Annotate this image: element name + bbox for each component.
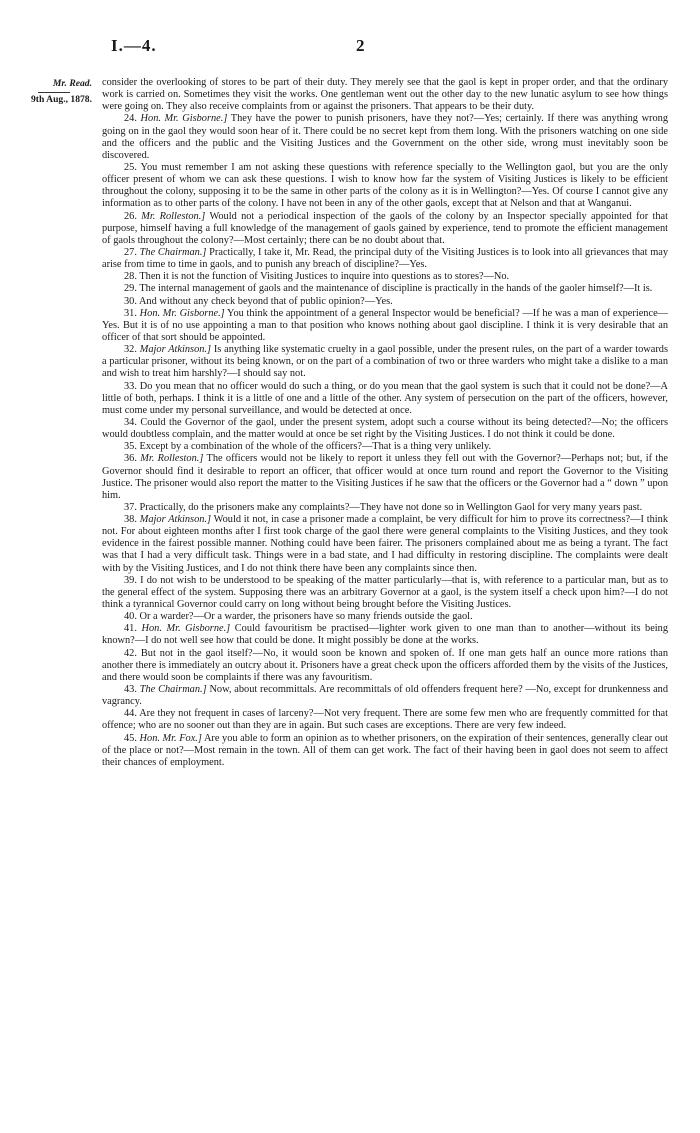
question-number: 34.: [124, 416, 137, 428]
question-number: 43.: [124, 684, 137, 696]
paragraph-text: Practically, I take it, Mr. Read, the principal duty of the Visiting Justices is to look into all grievances that may arise from time to time in gaols, and to punish any breach of discipline?—Yes.: [102, 246, 669, 271]
question-number: 26.: [124, 210, 137, 222]
question-number: 25.: [124, 161, 137, 173]
paragraph-text: The internal management of gaols and the maintenance of discipline is practically in the hands of the gaoler himself?—It is.: [139, 283, 653, 295]
paragraph-text: But not in the gaol itself?—No, it would soon be known and spoken of. If one man gets half an ounce more rations than another there is immediately an outcry about it. Prisoners have a great check upon the officers afforded them by the visits of the Justices, and there would soon be complaints if there was any favouritism.: [102, 647, 668, 683]
testimony-paragraph: [102, 381, 668, 417]
question-number: 27.: [124, 246, 137, 258]
question-number: 32.: [124, 344, 137, 356]
testimony-paragraph: [102, 441, 668, 453]
question-number: 31.: [124, 307, 137, 319]
question-number: 35.: [124, 441, 137, 453]
paragraph-text: Are you able to form an opinion as to whether prisoners, on the expiration of their sentences, generally clear out of the place or not?—Most remain in the town. All of them can get work. The fact of their having been in gaol does not seem to affect their chances of employment.: [102, 732, 669, 768]
paragraph-text: I do not wish to be understood to be speaking of the matter particularly—that is, with reference to a particular man, but as to the general effect of the system. Supposing there was an arbitrary Governor at a gaol, is the system itself a check upon him?—I do not think a tyrannical Governor could carry on long without being brought before the Visiting Justices.: [102, 574, 668, 611]
testimony-paragraph: [102, 623, 668, 647]
testimony-paragraph: [102, 296, 668, 308]
paragraph-text: Would it not, in case a prisoner made a complaint, be very difficult for him to prove its correctness?—I think not. For about eighteen months after I first took charge of the gaol there were general complaints to the Visiting Justices, and they took evidence in the fairest possible manner. Nothing could have been fairer. The prisoners complained about me as being a tyrant. The fact was that I had a very difficult task. Things were in a bad state, and I had difficulty in restoring discipline. The complaints were dealt with by the Visiting Justices, and I do not think there have been any complaints since then.: [102, 514, 669, 574]
paragraph-text: consider the overlooking of stores to be part of their duty. They merely see that the gaol is kept in proper order, and that the ordinary work is carried on. Sometimes they visit the works. One gentleman went out the other day to the new lunatic asylum to see how things were going on. They also receive complaints from or against the prisoners. That appears to be their duty.: [102, 77, 668, 113]
speaker-name: Hon. Mr. Gisborne.]: [141, 623, 231, 635]
page-header: [0, 36, 700, 56]
paragraph-text: Then it is not the function of Visiting Justices to inquire into questions as to stores?—No.: [139, 271, 510, 283]
paragraph-text: You must remember I am not asking these questions with reference specially to the Wellington gaol, but you are the only officer present of whom we can ask these questions. I wish to know how far the system of Visiting Justices is likely to be efficient throughout the colony, supposing it to be the same in other parts of the colony as it is in Wellington?—Yes. Of course I cannot give any information as to other parts of the colony. I have not been in any of the other gaols, except that at Nelson and that at Wanganui.: [102, 161, 668, 210]
testimony-paragraph: [102, 162, 668, 211]
testimony-paragraph: [102, 211, 668, 247]
testimony-paragraph: [102, 502, 668, 514]
question-number: 36.: [124, 453, 137, 465]
testimony-paragraph: [102, 611, 668, 623]
paragraph-text: Do you mean that no officer would do such a thing, or do you mean that the gaol system is such that it could not be done?—A little of both, perhaps. I think it is a little of one and a little of the other. Any system of persecution on the part of the officers, however, must come under my personal surveillance, and would be detected at once.: [102, 380, 668, 416]
testimony-paragraph: [102, 113, 668, 162]
speaker-name: The Chairman.]: [139, 246, 207, 258]
paragraph-text: Is anything like systematic cruelty in a gaol possible, under the present rules, on the part of a warder towards a particular prisoner, without its being known, or on the part of a combination of two or three warders who might take a dislike to a man and wish to treat him harshly?—I should say not.: [102, 344, 668, 380]
speaker-name: Mr. Rolleston.]: [141, 210, 206, 222]
witness-name: Mr. Read.: [52, 78, 92, 89]
paragraph-text: Except by a combination of the whole of the officers?—That is a thing very unlikely.: [139, 441, 492, 453]
question-number: 29.: [124, 283, 137, 295]
question-number: 33.: [124, 380, 137, 392]
testimony-paragraph: [102, 77, 668, 113]
testimony-paragraph: [102, 453, 668, 502]
speaker-name: Hon. Mr. Fox.]: [139, 732, 202, 744]
paragraph-text: Or a warder?—Or a warder, the prisoners have so many friends outside the gaol.: [139, 611, 473, 623]
question-number: 42.: [124, 647, 137, 659]
margin-notes: [8, 78, 92, 106]
margin-rule: [38, 92, 70, 93]
speaker-name: Mr. Rolleston.]: [140, 453, 204, 465]
question-number: 37.: [124, 501, 137, 513]
testimony-paragraph: [102, 733, 668, 769]
testimony-paragraph: [102, 708, 668, 732]
testimony-paragraph: [102, 417, 668, 441]
question-number: 28.: [124, 271, 137, 283]
question-number: 44.: [124, 708, 137, 720]
speaker-name: The Chairman.]: [139, 684, 207, 696]
question-number: 38.: [124, 514, 137, 526]
testimony-paragraph: [102, 271, 668, 283]
testimony-text: [102, 77, 668, 769]
testimony-paragraph: [102, 308, 668, 344]
paragraph-text: The officers would not be likely to report it unless they fell out with the Governor?—Perhaps not; but, if the Governor should find it desirable to report an officer, that officer would at once turn round and report the Governor to the Visiting Justice. The prisoner would also report the matter to the Visiting Justices if he saw that the officers or the Governor had a “ down ” upon him.: [102, 453, 668, 501]
testimony-paragraph: [102, 247, 668, 271]
speaker-name: Major Atkinson.]: [139, 344, 212, 356]
speaker-name: Major Atkinson.]: [139, 514, 212, 526]
page-number: 2: [356, 36, 365, 55]
paragraph-text: Now, about recommittals. Are recommittals of old offenders frequent here? —No, except for drunkenness and vagrancy.: [102, 684, 669, 708]
question-number: 45.: [124, 732, 137, 744]
question-number: 39.: [124, 574, 137, 586]
testimony-paragraph: [102, 684, 668, 708]
question-number: 41.: [124, 623, 137, 635]
paragraph-text: And without any check beyond that of public opinion?—Yes.: [138, 295, 393, 307]
paragraph-text: Could the Governor of the gaol, under the present system, adopt such a course without its being detected?—No; the officers would doubtless complain, and the matter would at once be set right by the Visiting Justices. I do not think it could be done.: [102, 416, 668, 441]
document-code: I.—4.: [111, 36, 157, 55]
speaker-name: Hon. Mr. Gisborne.]: [140, 113, 228, 125]
testimony-paragraph: [102, 648, 668, 684]
paragraph-text: Could favouritism be practised—lighter work given to one man than to another—without its being known?—I do not well see how that could be done. It might possibly be done at the works.: [102, 623, 668, 647]
testimony-paragraph: [102, 575, 668, 611]
paragraph-text: Are they not frequent in cases of larceny?—Not very frequent. There are some few men who are frequently committed for that offence; who are no sooner out than they are in again. But such cases are exceptions. There are very few indeed.: [102, 708, 668, 732]
testimony-paragraph: [102, 514, 668, 575]
question-number: 40.: [124, 611, 137, 623]
paragraph-text: You think the appointment of a general Inspector would be beneficial? —If he was a man of experience—Yes. But it is of no use appointing a man to that position who knows nothing about gaol discipline. I think it is very desirable that an officer of that sort should be appointed.: [102, 307, 669, 343]
paragraph-text: Practically, do the prisoners make any complaints?—They have not done so in Wellington Gaol for very many years past.: [139, 501, 643, 513]
question-number: 24.: [124, 113, 137, 125]
paragraph-text: Would not a periodical inspection of the gaols of the colony by an Inspector specially appointed for that purpose, himself having a full knowledge of the management of gaols gained by experience, tend to promote the efficient management of gaols throughout the colony?—Most certainly; there can be no doubt about that.: [102, 210, 668, 246]
testimony-date: 9th Aug., 1878.: [30, 94, 92, 106]
testimony-paragraph: [102, 283, 668, 295]
speaker-name: Hon. Mr. Gisborne.]: [139, 307, 225, 319]
question-number: 30.: [124, 295, 137, 307]
paragraph-text: They have the power to punish prisoners, have they not?—Yes; certainly. If there was anything wrong going on in the gaol they would soon hear of it. There could be no secret kept from them long. With the prisoners watching on one side and the officers and the public and the Visiting Justices and the Government on the other side, wrong must inevitably soon be discovered.: [102, 113, 669, 161]
testimony-paragraph: [102, 344, 668, 380]
